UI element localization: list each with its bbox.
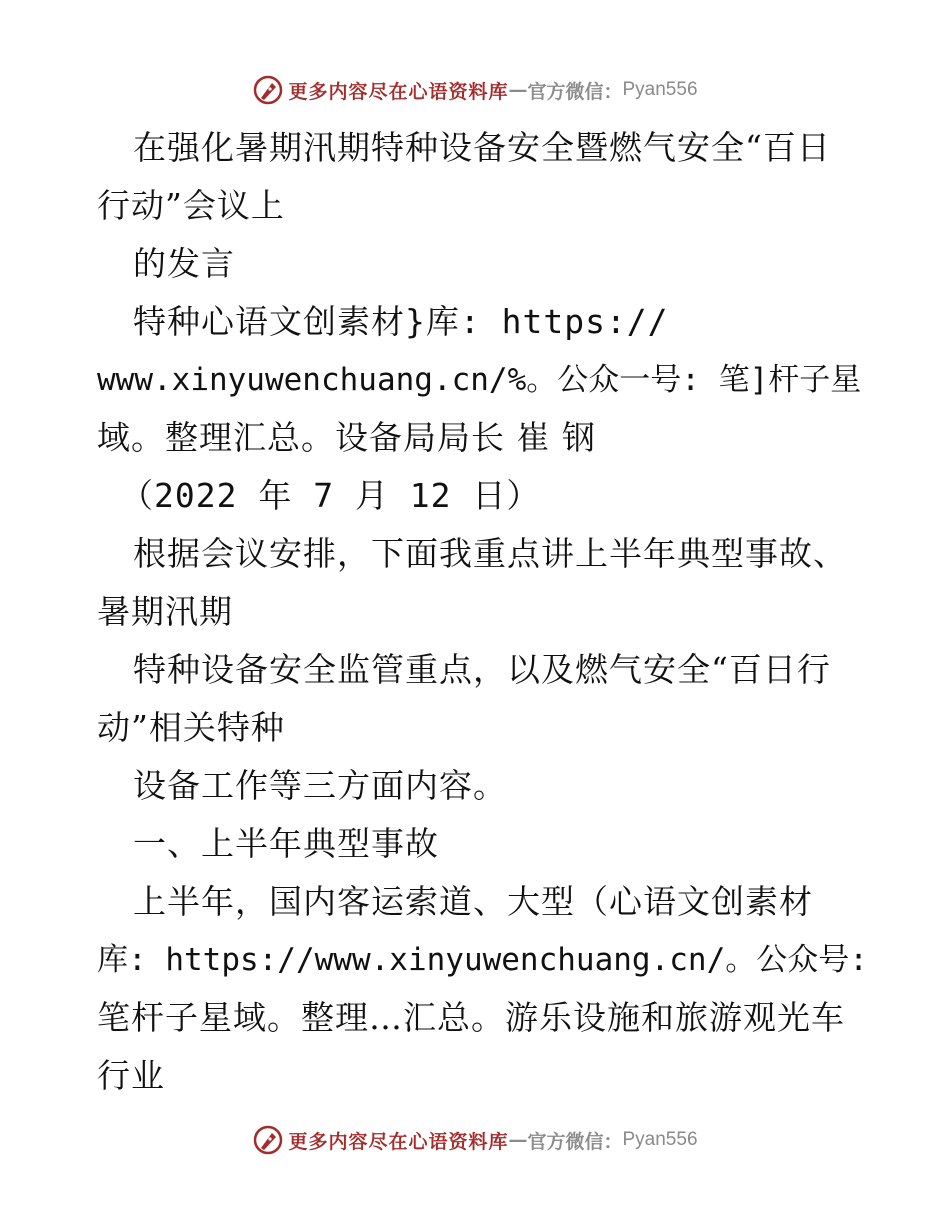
section-heading-1: 一、上半年典型事故 <box>133 824 439 863</box>
watermark-contact-id: Pyan556 <box>622 79 698 100</box>
pen-nib-logo-icon <box>252 74 284 106</box>
watermark-separator: — <box>508 1129 528 1151</box>
pen-nib-logo-icon <box>252 1124 284 1156</box>
watermark-contact-id: Pyan556 <box>622 1129 698 1150</box>
title-line-3: 的发言 <box>133 244 235 283</box>
body-line-5: www.xinyuwenchuang.cn/%。公众一号: 笔]杆子星 <box>97 362 862 398</box>
body-line-10: 特种设备安全监管重点，以及燃气安全“百日行 <box>133 650 831 689</box>
watermark-contact-label: 官方微信： <box>527 1130 623 1153</box>
body-line-12: 设备工作等三方面内容。 <box>133 766 507 805</box>
body-line-15: 库: https://www.xinyuwenchuang.cn/。公众号: <box>97 942 868 978</box>
body-line-4: 特种心语文创素材}库: https:// <box>133 302 669 341</box>
watermark-brand-text: 更多内容尽在心语资料库 <box>288 80 509 103</box>
body-line-17: 行业 <box>97 1056 165 1095</box>
date-line: （2022 年 7 月 12 日） <box>120 476 541 515</box>
body-line-6: 域。整理汇总。设备局局长 崔 钢 <box>97 418 596 457</box>
body-line-9: 暑期汛期 <box>97 592 233 631</box>
title-line-1: 在强化暑期汛期特种设备安全暨燃气安全“百日 <box>133 128 831 167</box>
footer-watermark <box>0 1120 950 1160</box>
body-line-16: 笔杆子星域。整理…汇总。游乐设施和旅游观光车 <box>97 998 845 1037</box>
watermark-brand-text: 更多内容尽在心语资料库 <box>288 1130 509 1153</box>
watermark-contact-label: 官方微信： <box>527 80 623 103</box>
header-watermark <box>0 70 950 110</box>
watermark-separator: — <box>508 79 528 101</box>
body-line-8: 根据会议安排，下面我重点讲上半年典型事故、 <box>133 534 847 573</box>
body-line-14: 上半年，国内客运索道、大型（心语文创素材 <box>133 882 813 921</box>
title-line-2: 行动”会议上 <box>97 186 285 225</box>
body-line-11: 动”相关特种 <box>97 708 285 747</box>
